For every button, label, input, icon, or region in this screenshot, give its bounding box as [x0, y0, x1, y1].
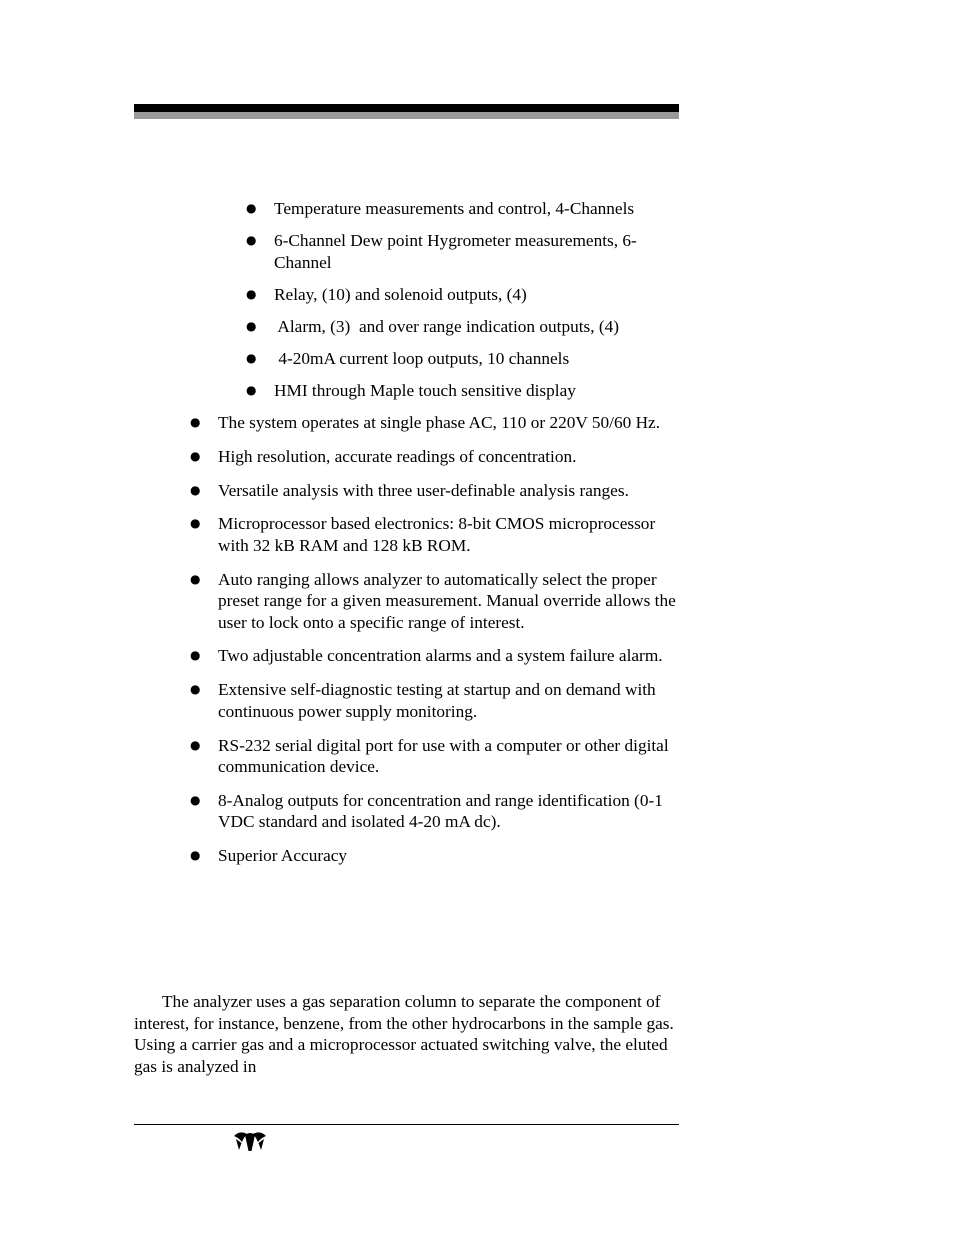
bullet-icon: ● [246, 318, 257, 333]
bullet-icon: ● [190, 682, 201, 697]
bullet-icon: ● [190, 648, 201, 663]
bullet-icon: ● [246, 382, 257, 397]
main-bullet-item [190, 412, 680, 434]
sub-bullet-text: Temperature measurements and control, 4-Channels [274, 199, 635, 218]
bullet-icon: ● [190, 482, 201, 497]
bullet-icon: ● [190, 415, 201, 429]
sub-bullet-text: Relay, (10) and solenoid outputs, (4) [274, 284, 527, 304]
main-bullet-text: Microprocessor based electronics: 8-bit CMOS microprocessor with 32 kB RAM and 128 kB ROM. [218, 514, 656, 555]
bullet-icon: ● [190, 848, 201, 863]
sub-bullet-text: HMI through Maple touch sensitive display [274, 380, 576, 400]
main-bullet-text: RS-232 serial digital port for use with a computer or other digital communication device. [218, 735, 669, 777]
main-bullet-item [190, 735, 680, 778]
footer-rule [134, 1124, 679, 1125]
main-bullet-item [190, 569, 680, 634]
sub-bullet-item [246, 198, 684, 220]
sub-bullet-list [246, 198, 684, 412]
main-bullet-item [190, 845, 680, 867]
bullet-icon: ● [190, 792, 201, 807]
bullet-icon: ● [246, 233, 257, 247]
main-bullet-item [190, 480, 680, 502]
header-rule-gray [134, 112, 679, 119]
bullet-icon: ● [190, 516, 201, 531]
main-bullet-text: Two adjustable concentration alarms and a system failure alarm. [218, 646, 663, 666]
sub-bullet-text: 4-20mA current loop outputs, 10 channels [274, 348, 570, 368]
sub-bullet-item [246, 284, 684, 306]
teledyne-logo-icon [232, 1130, 268, 1152]
main-bullet-item [190, 790, 680, 833]
bullet-icon: ● [246, 350, 257, 365]
body-paragraph: The analyzer uses a gas separation column to separate the component of interest, for instance, benzene, from the other hydrocarbons in the sample gas. Using a carrier gas and a microprocessor actuated switching valve, the eluted gas is analyzed in [134, 992, 674, 1076]
bullet-icon: ● [190, 737, 201, 752]
main-bullet-text: Extensive self-diagnostic testing at startup and on demand with continuous power supply monitoring. [218, 680, 656, 721]
sub-bullet-text: 6-Channel Dew point Hygrometer measurements, 6-Channel [274, 231, 637, 272]
bullet-icon: ● [190, 571, 201, 586]
sub-bullet-item [246, 316, 684, 338]
main-bullet-item [190, 645, 680, 667]
sub-bullet-item [246, 348, 684, 370]
main-bullet-item [190, 679, 680, 722]
sub-bullet-item [246, 380, 684, 402]
bullet-icon: ● [246, 201, 257, 215]
main-bullet-text: High resolution, accurate readings of concentration. [218, 446, 577, 466]
main-bullet-text: Versatile analysis with three user-definable analysis ranges. [218, 480, 629, 500]
main-bullet-text: The system operates at single phase AC, 110 or 220V 50/60 Hz. [218, 413, 661, 432]
bullet-icon: ● [246, 286, 257, 301]
main-bullet-text: Auto ranging allows analyzer to automatically select the proper preset range for a given measurement. Manual override allows the user to lock onto a specific range of interest. [218, 569, 676, 632]
main-bullet-text: 8-Analog outputs for concentration and range identification (0-1 VDC standard and isolated 4-20 mA dc). [218, 790, 663, 832]
main-bullet-item [190, 446, 680, 468]
sub-bullet-item [246, 230, 684, 273]
main-bullet-item [190, 513, 680, 556]
header-rule-black [134, 104, 679, 112]
main-bullet-text: Superior Accuracy [218, 846, 348, 866]
sub-bullet-text: Alarm, (3) and over range indication outputs, (4) [274, 316, 620, 336]
bullet-icon: ● [190, 448, 201, 463]
main-bullet-list [190, 412, 680, 879]
